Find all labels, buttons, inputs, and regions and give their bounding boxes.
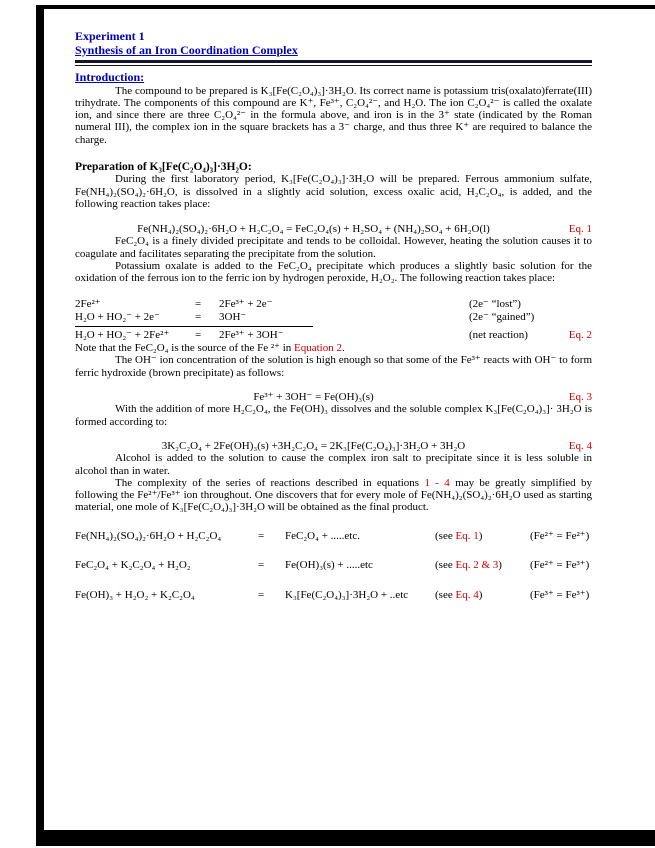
summary-equals: = — [258, 588, 265, 601]
summary-row-1 — [75, 530, 592, 544]
scan-edge-left — [36, 5, 44, 846]
redox-lhs: 2Fe²⁺ — [75, 297, 101, 310]
see-text: (see — [435, 588, 456, 601]
title-divider — [75, 60, 592, 66]
see-eq-4-link[interactable]: Eq. 4 — [455, 588, 479, 601]
redox-note: (net reaction) — [469, 328, 528, 341]
summary-scheme — [75, 530, 592, 603]
see-text-close: ) — [498, 559, 502, 572]
summary-lhs: FeC₂O₄ + K₂C₂O₄ + H₂O₂ — [75, 559, 191, 572]
document-content — [75, 30, 592, 602]
equation-1 — [75, 223, 592, 235]
equations-1-4-link[interactable]: 1 - 4 — [424, 476, 450, 489]
summary-lhs: Fe(OH)₃ + H₂O₂ + K₂C₂O₄ — [75, 588, 195, 601]
equation-4 — [75, 440, 592, 452]
redox-row-reduction — [75, 311, 592, 325]
redox-lhs: H₂O + HO₂⁻ + 2e⁻ — [75, 311, 160, 324]
redox-row-net — [75, 329, 592, 343]
summary-row-2 — [75, 559, 592, 573]
equation-4-label: Eq. 4 — [568, 439, 592, 452]
summary-fe-track: (Fe²⁺ = Fe³⁺) — [530, 559, 590, 572]
equation-4-formula: 3K₂C₂O₄ + 2Fe(OH)₃(s) +3H₂C₂O₄ = 2K₃[Fe(C₂O₄)₃]·3H₂O + 3H₂O — [161, 439, 466, 452]
equation-2-link[interactable]: Equation 2 — [294, 342, 342, 355]
equation-3-label: Eq. 3 — [568, 391, 592, 404]
summary-row-3 — [75, 589, 592, 603]
redox-row-oxidation — [75, 298, 592, 312]
redox-sum-line — [75, 326, 313, 327]
addition-paragraph: With the addition of more H₂C₂O₄, the Fe(OH)₃ dissolves and the soluble complex K₃[Fe(C₂O₄)₃]· 3H₂O is formed according to: — [75, 403, 592, 428]
see-text-close: ) — [478, 588, 483, 601]
complexity-paragraph — [75, 477, 592, 514]
summary-rhs: K₃[Fe(C₂O₄)₃]·3H₂O + ..etc — [285, 588, 409, 601]
redox-note: (2e⁻ “lost”) — [469, 297, 521, 310]
redox-lhs: H₂O + HO₂⁻ + 2Fe²⁺ — [75, 328, 170, 341]
see-text-close: ) — [478, 529, 483, 542]
alcohol-paragraph: Alcohol is added to the solution to cause the complex iron salt to precipitate since it is less soluble in alcohol than in water. — [75, 452, 592, 477]
equation-1-formula: Fe(NH₄)₂(SO₄)₂·6H₂O + H₂C₂O₄ = FeC₂O₄(s) + H₂SO₄ + (NH₄)₂SO₄ + 6H₂O(l) — [137, 223, 490, 236]
equation-3 — [75, 391, 592, 403]
redox-rhs: 2Fe³⁺ + 2e⁻ — [219, 297, 273, 310]
see-eq-1-link[interactable]: Eq. 1 — [455, 529, 479, 542]
summary-equals: = — [258, 529, 265, 542]
experiment-title: Experiment 1 — [75, 29, 145, 43]
experiment-subtitle: Synthesis of an Iron Coordination Complex — [75, 42, 298, 57]
summary-see — [435, 530, 530, 544]
oh-concentration-paragraph: The OH⁻ ion concentration of the solution is high enough so that some of the Fe³⁺ reacts with OH⁻ to form ferric hydroxide (brown precipitate) as follows: — [75, 354, 592, 379]
note-text-pre: Note that the FeC₂O₄ is the source of the Fe ²⁺ in — [75, 342, 295, 355]
summary-see — [435, 589, 530, 603]
complexity-text-post: may be greatly simplified by following the Fe²⁺/Fe³⁺ ion throughout. One discovers that for every mole of Fe(NH₄)₂(SO₄)₂·6H₂O used as starting material, one mole of K₃[Fe(C₂O₄)₃]·3H₂O will be obtained as the final product. — [75, 476, 592, 514]
scan-edge-top — [36, 5, 655, 9]
scan-edge-bottom — [36, 830, 655, 846]
introduction-heading: Introduction: — [75, 70, 145, 84]
summary-rhs: FeC₂O₄ + .....etc. — [285, 529, 360, 542]
preparation-heading: Preparation of K₃[Fe(C₂O₄)₃]·3H₂O: — [75, 160, 252, 173]
redox-note: (2e⁻ “gained”) — [469, 311, 535, 324]
fec2o4-paragraph: FeC₂O₄ is a finely divided precipitate and tends to be colloidal. However, heating the solution causes it to coagulate and facilitates separating the precipitate from the solution. — [75, 235, 592, 260]
note-text-post: . — [341, 342, 345, 355]
summary-fe-track: (Fe³⁺ = Fe³⁺) — [530, 588, 590, 601]
equation-2-label: Eq. 2 — [568, 328, 592, 341]
during-paragraph: During the first laboratory period, K₃[Fe(C₂O₄)₃]·3H₂O will be prepared. Ferrous ammonium sulfate, Fe(NH₄)₂(SO₄)₂·6H₂O, is dissolved in a slightly acid solution, excess oxalic acid, H₂C₂O₄, is added, and the following reaction takes place: — [75, 173, 592, 210]
see-text: (see — [435, 559, 456, 572]
summary-fe-track: (Fe²⁺ = Fe²⁺) — [530, 529, 590, 542]
equation-1-label: Eq. 1 — [568, 223, 592, 236]
summary-rhs: Fe(OH)₃(s) + .....etc — [285, 559, 373, 572]
redox-equals: = — [195, 328, 202, 341]
summary-equals: = — [258, 559, 265, 572]
redox-equals: = — [195, 311, 202, 324]
redox-equals: = — [195, 297, 202, 310]
note-paragraph — [75, 342, 592, 354]
potassium-oxalate-paragraph: Potassium oxalate is added to the FeC₂O₄ precipitate which produces a slightly basic solution for the oxidation of the ferrous ion to the ferric ion by hydrogen peroxide, H₂O₂. The following reaction takes place: — [75, 260, 592, 285]
complexity-text-pre: The complexity of the series of reactions described in equations — [115, 476, 425, 489]
redox-rhs: 2Fe³⁺ + 3OH⁻ — [219, 328, 284, 341]
redox-scheme — [75, 298, 592, 343]
summary-see — [435, 559, 530, 573]
see-text: (see — [435, 529, 456, 542]
intro-paragraph: The compound to be prepared is K₃[Fe(C₂O₄)₃]·3H₂O. Its correct name is potassium tris(oxalato)ferrate(III) trihydrate. The components of this compound are K⁺, Fe³⁺, C₂O₄²⁻, and H₂O. The ion C₂O₄²⁻ is called the oxalate ion, and since there are three C₂O₄²⁻ in the formula above, and iron is in the 3⁺ state (indicated by the Roman numeral III), the complex ion in the square brackets has a 3⁻ charge, and thus three K⁺ are required to balance the charge. — [75, 84, 592, 146]
summary-lhs: Fe(NH₄)₂(SO₄)₂·6H₂O + H₂C₂O₄ — [75, 529, 222, 542]
redox-rhs: 3OH⁻ — [219, 311, 247, 324]
equation-3-formula: Fe³⁺ + 3OH⁻ = Fe(OH)₃(s) — [253, 391, 374, 404]
see-eq-2-3-link[interactable]: Eq. 2 & 3 — [455, 559, 499, 572]
